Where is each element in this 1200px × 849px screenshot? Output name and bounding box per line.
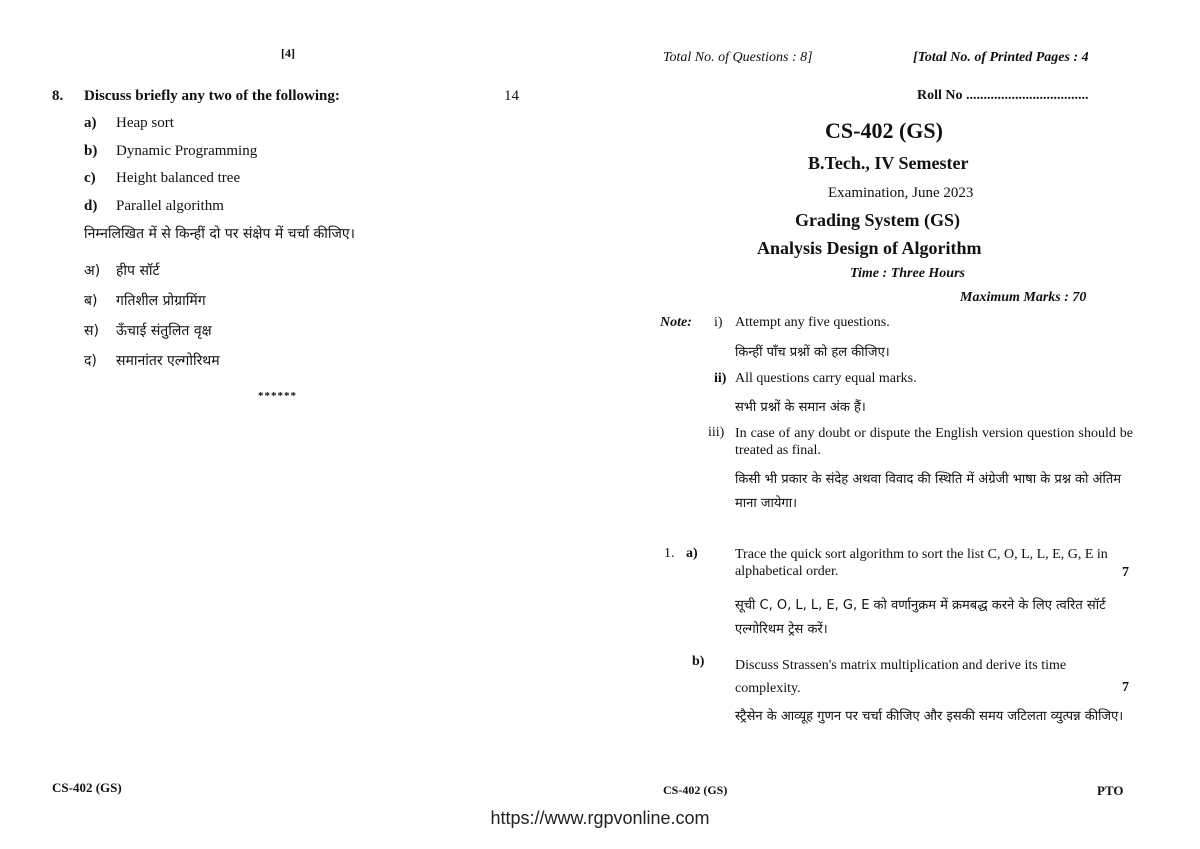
source-url[interactable]: https://www.rgpvonline.com bbox=[490, 808, 710, 828]
exam-date: Examination, June 2023 bbox=[828, 185, 974, 201]
roll-number: Roll No ................................... bbox=[917, 88, 1089, 103]
question-8-number: 8. bbox=[52, 88, 64, 104]
left-footer-code: CS-402 (GS) bbox=[52, 780, 122, 795]
q8-item-text: Dynamic Programming bbox=[116, 143, 258, 159]
note-label-ii: ii) bbox=[714, 371, 727, 386]
q8-hindi-label: द) bbox=[84, 353, 97, 369]
note-label: Note: bbox=[660, 315, 692, 330]
note-text-hi: सभी प्रश्नों के समान अंक हैं। bbox=[735, 400, 866, 415]
q1a-marks: 7 bbox=[1122, 565, 1129, 580]
question-1-number: 1. bbox=[664, 546, 675, 561]
total-printed-pages: [Total No. of Printed Pages : 4 bbox=[913, 50, 1089, 65]
note-text-en: In case of any doubt or dispute the English version question should be treated as final. bbox=[735, 426, 1133, 458]
q1a-text-hi: सूची C, O, L, L, E, G, E को वर्णानुक्रम में क्रमबद्ध करने के लिए त्वरित सॉर्ट एल्गोरिथम ट्रेस करें। bbox=[735, 598, 1106, 637]
q1b-label: b) bbox=[692, 654, 705, 669]
course-name: B.Tech., IV Semester bbox=[808, 153, 969, 173]
q8-hindi-prompt: निम्नलिखित में से किन्हीं दो पर संक्षेप में चर्चा कीजिए। bbox=[84, 226, 355, 242]
question-8-prompt: Discuss briefly any two of the following: bbox=[84, 88, 340, 104]
note-text-en: All questions carry equal marks. bbox=[735, 371, 917, 386]
q8-item-label: c) bbox=[84, 170, 96, 186]
exam-code: CS-402 (GS) bbox=[825, 118, 943, 143]
q1b-text-hi: स्ट्रैसेन के आव्यूह गुणन पर चर्चा कीजिए और इसकी समय जटिलता व्युत्पन्न कीजिए। bbox=[735, 709, 1124, 724]
q1b-marks: 7 bbox=[1122, 680, 1129, 695]
right-footer-code: CS-402 (GS) bbox=[663, 783, 728, 797]
q8-hindi-label: अ) bbox=[84, 263, 101, 279]
q8-item-label: d) bbox=[84, 198, 98, 214]
q8-item-text: Heap sort bbox=[116, 115, 174, 131]
q8-hindi-text: समानांतर एल्गोरिथम bbox=[116, 353, 220, 369]
q8-item-text: Parallel algorithm bbox=[116, 198, 224, 214]
page-number: [4] bbox=[281, 46, 295, 60]
total-questions: Total No. of Questions : 8] bbox=[663, 50, 813, 65]
q8-item-label: b) bbox=[84, 143, 98, 159]
q8-hindi-text: हीप सॉर्ट bbox=[116, 263, 160, 279]
end-marker: ****** bbox=[258, 390, 297, 402]
q8-hindi-label: ब) bbox=[84, 293, 98, 309]
q1a-label: a) bbox=[686, 546, 698, 561]
q8-hindi-text: ऊँचाई संतुलित वृक्ष bbox=[116, 323, 212, 339]
exam-time: Time : Three Hours bbox=[850, 266, 965, 281]
question-8-marks: 14 bbox=[504, 88, 519, 104]
note-label-iii: iii) bbox=[708, 425, 725, 440]
q8-hindi-text: गतिशील प्रोग्रामिंग bbox=[116, 293, 206, 309]
note-label-i: i) bbox=[714, 315, 723, 330]
note-text-en: Attempt any five questions. bbox=[735, 315, 890, 330]
note-text-hi: किन्हीं पाँच प्रश्नों को हल कीजिए। bbox=[735, 345, 890, 360]
q8-item-text: Height balanced tree bbox=[116, 170, 241, 186]
q8-item-label: a) bbox=[84, 115, 97, 131]
q1a-text-en: Trace the quick sort algorithm to sort the list C, O, L, L, E, G, E in alphabetical order. bbox=[735, 547, 1108, 579]
q1b-text-en: Discuss Strassen's matrix multiplication and derive its time complexity. bbox=[735, 658, 1067, 696]
grading-system: Grading System (GS) bbox=[795, 210, 961, 230]
subject-title: Analysis Design of Algorithm bbox=[757, 238, 982, 258]
pto-marker: PTO bbox=[1097, 783, 1124, 798]
q8-hindi-label: स) bbox=[84, 323, 99, 339]
note-text-hi: किसी भी प्रकार के संदेह अथवा विवाद की स्थिति में अंग्रेजी भाषा के प्रश्न को अंतिम माना जायेगा। bbox=[735, 472, 1122, 511]
maximum-marks: Maximum Marks : 70 bbox=[960, 290, 1087, 305]
